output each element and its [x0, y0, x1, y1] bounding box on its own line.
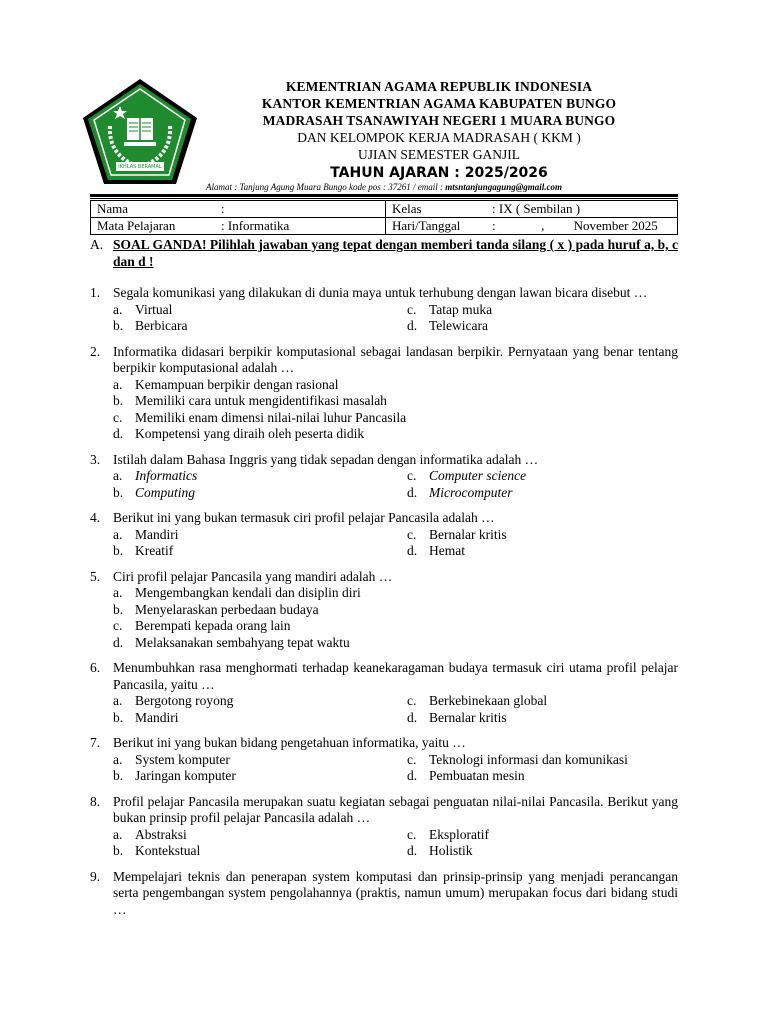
- answer-options: [113, 693, 678, 726]
- school-header: [200, 78, 678, 183]
- option-letter: c.: [407, 526, 417, 542]
- option-text: Menyelaraskan perbedaan budaya: [135, 601, 319, 617]
- header-kkm: DAN KELOMPOK KERJA MADRASAH ( KKM ): [297, 130, 581, 145]
- question-3: [90, 452, 678, 502]
- option-letter: d.: [113, 634, 124, 650]
- question-1: [90, 285, 678, 335]
- answer-option-b[interactable]: [113, 768, 407, 785]
- answer-options: [113, 827, 678, 860]
- kelas-label: Kelas: [392, 201, 422, 216]
- question-list: [90, 285, 678, 927]
- mapel-cell: [91, 218, 386, 235]
- answer-option-b[interactable]: [113, 843, 407, 860]
- answer-option-b[interactable]: [113, 710, 407, 727]
- option-text: Informatics: [135, 468, 198, 483]
- option-letter: d.: [407, 484, 418, 500]
- option-letter: c.: [407, 826, 417, 842]
- option-text: Kemampuan berpikir dengan rasional: [135, 376, 339, 392]
- answer-options: [113, 468, 678, 501]
- option-letter: a.: [113, 376, 123, 392]
- answer-option-d[interactable]: [407, 485, 678, 502]
- option-letter: c.: [407, 693, 417, 708]
- option-letter: c.: [407, 468, 417, 483]
- option-text: Bernalar kritis: [429, 709, 507, 725]
- question-text: Segala komunikasi yang dilakukan di dunia maya untuk terhubung dengan lawan bicara disebut …: [113, 285, 648, 300]
- option-text: Bernalar kritis: [429, 526, 507, 542]
- option-letter: a.: [113, 826, 123, 842]
- answer-option-c[interactable]: [407, 302, 678, 319]
- option-text: Melaksanakan sembahyang tepat waktu: [135, 634, 350, 650]
- option-letter: b.: [113, 543, 124, 558]
- option-text: Pembuatan mesin: [429, 768, 525, 783]
- option-text: Tatap muka: [429, 301, 493, 317]
- option-letter: d.: [407, 768, 418, 783]
- answer-option-a[interactable]: [113, 585, 678, 602]
- option-letter: a.: [113, 693, 123, 708]
- header-divider: [90, 194, 678, 197]
- question-2: [90, 344, 678, 443]
- option-text: Bergotong royong: [135, 693, 234, 708]
- answer-option-d[interactable]: [407, 710, 678, 727]
- option-text: Mengembangkan kendali dan disiplin diri: [135, 585, 361, 600]
- option-letter: c.: [113, 618, 123, 633]
- option-letter: d.: [407, 709, 418, 725]
- answer-option-a[interactable]: [113, 693, 407, 710]
- option-text: Teknologi informasi dan komunikasi: [429, 751, 628, 767]
- answer-option-b[interactable]: [113, 485, 407, 502]
- option-text: System komputer: [135, 751, 230, 767]
- answer-options: [113, 527, 678, 560]
- option-text: Microcomputer: [429, 484, 513, 500]
- answer-option-b[interactable]: [113, 393, 678, 410]
- answer-option-a[interactable]: [113, 527, 407, 544]
- option-letter: b.: [113, 843, 124, 858]
- option-letter: b.: [113, 484, 124, 500]
- option-letter: a.: [113, 526, 123, 542]
- option-text: Computer science: [429, 468, 527, 483]
- question-text: Berikut ini yang bukan termasuk ciri profil pelajar Pancasila adalah …: [113, 510, 495, 525]
- option-text: Mandiri: [135, 526, 179, 542]
- header-school: MADRASAH TSANAWIYAH NEGERI 1 MUARA BUNGO: [262, 113, 616, 128]
- question-number: 5.: [90, 568, 101, 584]
- option-letter: c.: [407, 301, 417, 317]
- question-7: [90, 735, 678, 785]
- option-text: Virtual: [135, 301, 173, 317]
- answer-option-d[interactable]: [113, 635, 678, 652]
- option-text: Telewicara: [429, 318, 489, 333]
- question-text: Ciri profil pelajar Pancasila yang mandiri adalah …: [113, 568, 393, 584]
- question-text: Mempelajari teknis dan penerapan system komputasi dan prinsip-prinsip yang menjadi perancangan serta pengembangan system pengolahannya (praktis, namun umum) merupakan focus dari bidang studi …: [113, 868, 678, 917]
- answer-option-c[interactable]: [407, 827, 678, 844]
- option-letter: b.: [113, 393, 124, 408]
- question-number: 3.: [90, 451, 101, 467]
- question-number: 6.: [90, 660, 101, 675]
- mapel-value: : Informatika: [221, 218, 290, 233]
- answer-option-c[interactable]: [407, 693, 678, 710]
- answer-options: [113, 377, 678, 443]
- option-text: Berkebinekaan global: [429, 693, 548, 708]
- option-text: Berempati kepada orang lain: [135, 618, 291, 633]
- nama-cell[interactable]: [91, 201, 386, 218]
- answer-option-d[interactable]: [407, 843, 678, 860]
- answer-options: [113, 585, 678, 651]
- answer-option-c[interactable]: [407, 752, 678, 769]
- option-text: Abstraksi: [135, 826, 187, 842]
- option-text: Holistik: [429, 843, 473, 858]
- address-text: Alamat : Tanjung Agung Muara Bungo kode pos : 37261 / email :: [205, 182, 446, 192]
- option-letter: b.: [113, 768, 124, 783]
- question-text: Istilah dalam Bahasa Inggris yang tidak sepadan dengan informatika adalah …: [113, 451, 539, 467]
- option-letter: c.: [113, 409, 123, 425]
- option-text: Kreatif: [135, 543, 174, 558]
- section-marker: A.: [90, 237, 104, 252]
- option-letter: a.: [113, 751, 123, 767]
- question-4: [90, 510, 678, 560]
- option-text: Hemat: [429, 543, 465, 558]
- answer-option-a[interactable]: [113, 827, 407, 844]
- question-9: [90, 869, 678, 919]
- option-text: Memiliki cara untuk mengidentifikasi masalah: [135, 393, 387, 408]
- question-number: 1.: [90, 285, 101, 300]
- answer-option-a[interactable]: [113, 377, 678, 394]
- option-letter: b.: [113, 318, 124, 333]
- answer-option-c[interactable]: [113, 618, 678, 635]
- hari-value: : , November 2025: [492, 218, 658, 233]
- header-divider-thin: [90, 198, 678, 199]
- section-a: [90, 236, 678, 270]
- question-text: Berikut ini yang bukan bidang pengetahuan informatika, yaitu …: [113, 735, 466, 750]
- header-office: KANTOR KEMENTRIAN AGAMA KABUPATEN BUNGO: [261, 96, 617, 111]
- option-letter: d.: [407, 543, 418, 558]
- option-letter: d.: [113, 426, 124, 441]
- answer-option-c[interactable]: [407, 468, 678, 485]
- email-text: mtsntanjungagung@gmail.com: [445, 182, 563, 192]
- answer-option-b[interactable]: [113, 602, 678, 619]
- answer-option-c[interactable]: [113, 410, 678, 427]
- question-number: 8.: [90, 793, 101, 809]
- question-6: [90, 660, 678, 726]
- question-text: Menumbuhkan rasa menghormati terhadap keanekaragaman budaya termasuk ciri utama profil pelajar Pancasila, yaitu …: [113, 660, 678, 692]
- question-number: 7.: [90, 735, 101, 750]
- option-letter: d.: [407, 843, 418, 858]
- student-info-table: [90, 200, 678, 235]
- option-text: Computing: [135, 484, 196, 500]
- answer-option-d[interactable]: [407, 318, 678, 335]
- option-text: Kontekstual: [135, 843, 201, 858]
- answer-option-d[interactable]: [113, 426, 678, 443]
- nama-value: :: [221, 201, 225, 216]
- option-letter: b.: [113, 709, 124, 725]
- option-letter: a.: [113, 468, 123, 483]
- option-letter: a.: [113, 301, 123, 317]
- option-letter: d.: [407, 318, 418, 333]
- question-8: [90, 794, 678, 860]
- question-number: 4.: [90, 510, 101, 525]
- address-line: [90, 181, 678, 193]
- answer-option-d[interactable]: [407, 543, 678, 560]
- question-number: 9.: [90, 868, 101, 884]
- answer-option-d[interactable]: [407, 768, 678, 785]
- answer-option-a[interactable]: [113, 302, 407, 319]
- question-5: [90, 569, 678, 652]
- header-exam: UJIAN SEMESTER GANJIL: [358, 147, 520, 162]
- option-letter: b.: [113, 601, 124, 617]
- mapel-label: Mata Pelajaran: [97, 218, 176, 233]
- answer-option-c[interactable]: [407, 527, 678, 544]
- option-text: Jaringan komputer: [135, 768, 236, 783]
- option-letter: c.: [407, 751, 417, 767]
- option-letter: a.: [113, 585, 123, 600]
- option-text: Kompetensi yang diraih oleh peserta didik: [135, 426, 365, 441]
- answer-options: [113, 302, 678, 335]
- logo-lettering: IKHLAS BERAMAL: [118, 164, 162, 170]
- answer-option-b[interactable]: [113, 318, 407, 335]
- section-instruction: SOAL GANDA! Pilihlah jawaban yang tepat dengan memberi tanda silang ( x ) pada huruf a, b, c dan d !: [113, 237, 678, 269]
- nama-label: Nama: [97, 201, 129, 216]
- answer-option-a[interactable]: [113, 752, 407, 769]
- header-year: TAHUN AJARAN : 2025/2026: [330, 165, 548, 181]
- answer-option-a[interactable]: [113, 468, 407, 485]
- hari-cell[interactable]: [386, 218, 678, 235]
- option-text: Memiliki enam dimensi nilai-nilai luhur Pancasila: [135, 409, 407, 425]
- answer-options: [113, 752, 678, 785]
- header-ministry: KEMENTRIAN AGAMA REPUBLIK INDONESIA: [285, 79, 593, 94]
- option-text: Eksploratif: [429, 826, 489, 842]
- question-text: Informatika didasari berpikir komputasional sebagai landasan berpikir. Pernyataan yang benar tentang berpikir komputasional adalah …: [113, 343, 678, 375]
- question-number: 2.: [90, 343, 101, 359]
- hari-label: Hari/Tanggal: [392, 218, 461, 233]
- option-text: Berbicara: [135, 318, 188, 333]
- kelas-cell: [386, 201, 678, 218]
- answer-option-b[interactable]: [113, 543, 407, 560]
- kelas-value: : IX ( Sembilan ): [492, 201, 581, 216]
- option-text: Mandiri: [135, 709, 179, 725]
- question-text: Profil pelajar Pancasila merupakan suatu kegiatan sebagai penguatan nilai-nilai Pancasila. Berikut yang bukan prinsip profil pelajar Pancasila adalah …: [113, 793, 678, 825]
